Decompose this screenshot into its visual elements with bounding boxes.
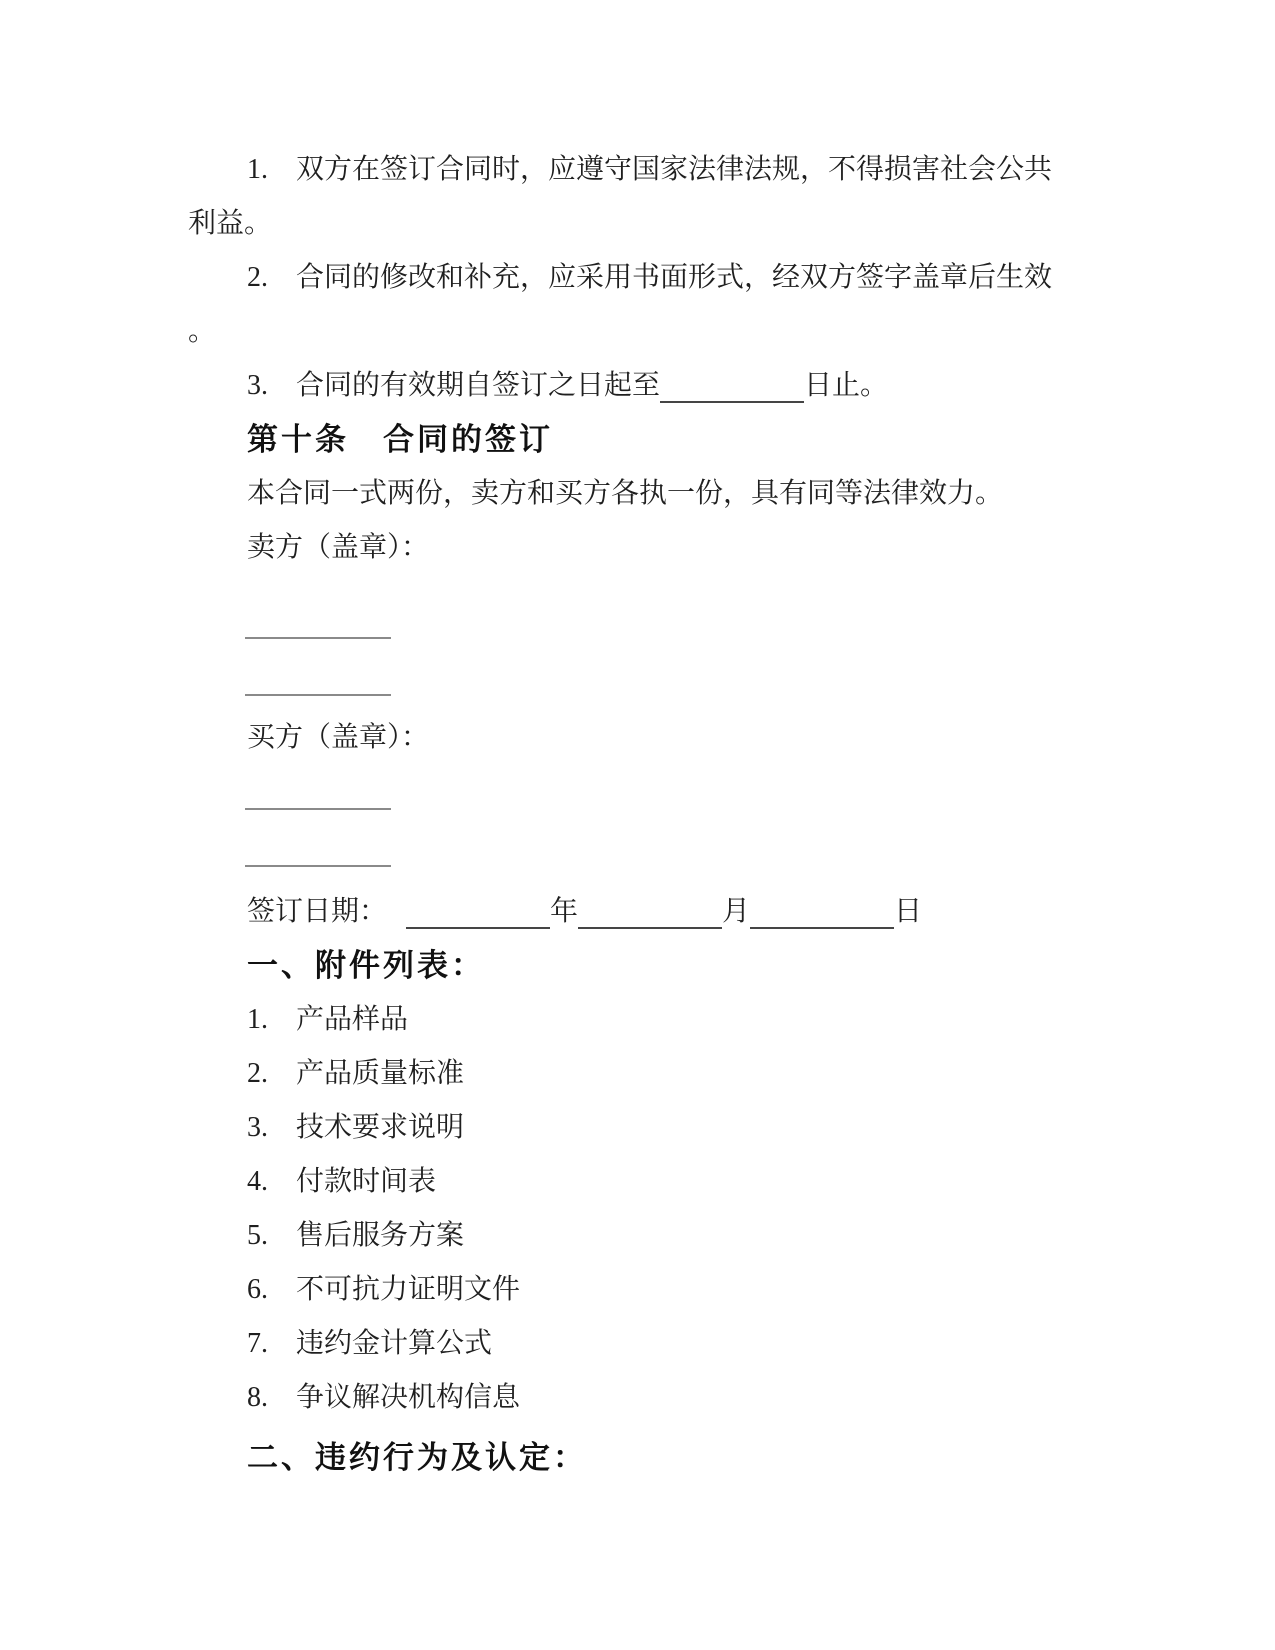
clause-item-1-line-1: 1. 双方在签订合同时，应遵守国家法律法规，不得损害社会公共 [247, 154, 1053, 185]
buyer-signature-line-2 [245, 865, 391, 867]
clause-item-1-line-2: 利益。 [188, 208, 273, 239]
article-10-heading: 第十条 合同的签订 [247, 422, 553, 457]
clause-item-3 [188, 359, 1175, 413]
breach-heading: 二、违约行为及认定： [247, 1440, 587, 1475]
buyer-signature-line-1 [245, 808, 391, 810]
sign-date-year-blank [406, 925, 550, 929]
sign-date-year-char: 年 [550, 896, 579, 927]
attachment-item: 5. 售后服务方案 [247, 1220, 465, 1251]
sign-date-day-char: 日 [894, 896, 923, 927]
clause-item-2-line-1: 2. 合同的修改和补充，应采用书面形式，经双方签字盖章后生效 [247, 262, 1053, 293]
sign-date-month-blank [578, 925, 722, 929]
seller-signature-line-2 [245, 694, 391, 696]
buyer-seal-label: 买方（盖章）： [247, 722, 430, 753]
article-10-body: 本合同一式两份，卖方和买方各执一份，具有同等法律效力。 [247, 478, 1004, 509]
sign-date-day-blank [750, 925, 894, 929]
clause-item-3-prefix: 3. 合同的有效期自签订之日起至 [247, 370, 661, 401]
attachment-item: 6. 不可抗力证明文件 [247, 1274, 521, 1305]
attachment-item: 8. 争议解决机构信息 [247, 1382, 521, 1413]
clause-item-2-line-2: 。 [188, 316, 217, 347]
sign-date-line [188, 885, 1175, 939]
attachment-item: 2. 产品质量标准 [247, 1058, 465, 1089]
sign-date-month-char: 月 [722, 896, 751, 927]
attachment-item: 4. 付款时间表 [247, 1166, 437, 1197]
attachment-item: 3. 技术要求说明 [247, 1112, 465, 1143]
attachment-item: 1. 产品样品 [247, 1004, 409, 1035]
attachment-item: 7. 违约金计算公式 [247, 1328, 493, 1359]
attachments-heading: 一、附件列表： [247, 948, 485, 983]
seller-signature-line-1 [245, 637, 391, 639]
validity-end-date-blank [660, 399, 804, 403]
sign-date-label: 签订日期： [247, 896, 388, 927]
clause-item-3-suffix: 日止。 [804, 370, 889, 401]
seller-seal-label: 卖方（盖章）： [247, 532, 430, 563]
